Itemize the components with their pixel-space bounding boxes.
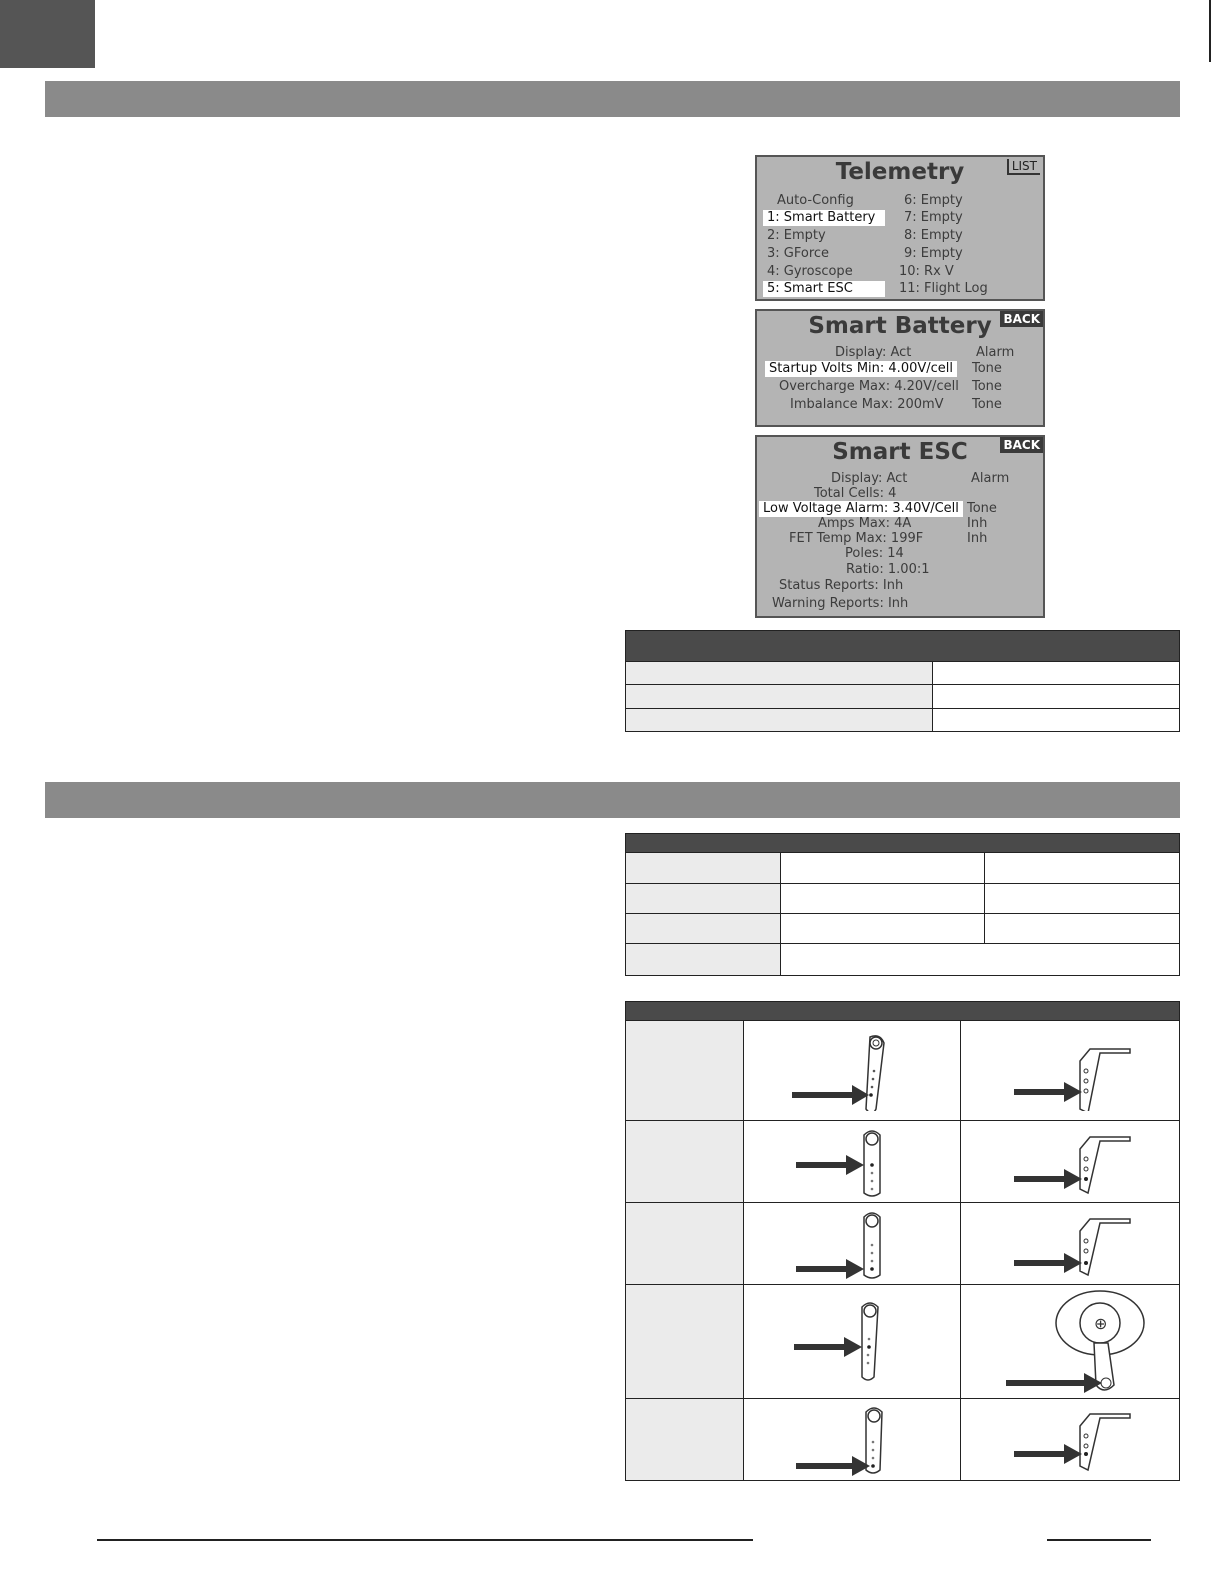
smart-battery-screen <box>755 309 1045 427</box>
servo-arm-icon <box>782 1297 922 1387</box>
table-cell <box>626 914 781 944</box>
footer-rule-left <box>97 1539 753 1541</box>
table-header <box>626 834 1180 853</box>
alarm-value[interactable]: Inh <box>967 531 988 546</box>
control-horn-cell <box>961 1121 1180 1203</box>
telemetry-item[interactable]: 9: Empty <box>904 246 963 261</box>
telemetry-screen <box>755 155 1045 301</box>
telemetry-item[interactable]: 4: Gyroscope <box>767 264 853 279</box>
table-3 <box>625 1001 1180 1481</box>
control-horn-icon <box>1000 1404 1140 1476</box>
smart-battery-title: Smart Battery <box>808 313 992 339</box>
servo-arm-icon <box>782 1127 922 1197</box>
telemetry-item[interactable]: Auto-Config <box>777 193 854 208</box>
smart-esc-title: Smart ESC <box>832 439 968 465</box>
back-button[interactable]: BACK <box>1000 311 1043 327</box>
telemetry-item[interactable]: 2: Empty <box>767 228 826 243</box>
servo-disc-icon <box>970 1287 1170 1397</box>
alarm-value[interactable]: Tone <box>972 397 1002 412</box>
overcharge-setting[interactable]: Overcharge Max: 4.20V/cell <box>779 379 959 394</box>
table-cell <box>985 884 1180 914</box>
table-header <box>626 1002 1180 1021</box>
status-reports-setting[interactable]: Status Reports: Inh <box>779 578 904 593</box>
servo-arm-cell <box>744 1203 961 1285</box>
servo-arm-cell <box>744 1399 961 1481</box>
servo-disc-cell <box>961 1285 1180 1399</box>
low-voltage-setting[interactable]: Low Voltage Alarm: 3.40V/Cell <box>759 501 963 517</box>
display-setting[interactable]: Display: Act <box>831 471 908 486</box>
control-horn-cell <box>961 1399 1180 1481</box>
telemetry-item[interactable]: 6: Empty <box>904 193 963 208</box>
alarm-value[interactable]: Tone <box>972 379 1002 394</box>
table-header <box>626 631 1180 662</box>
display-setting[interactable]: Display: Act <box>835 345 912 360</box>
edge-line <box>1209 0 1211 62</box>
alarm-value[interactable]: Tone <box>967 501 997 516</box>
svg-text:⊕: ⊕ <box>1094 1313 1108 1333</box>
section-banner-1 <box>45 81 1180 117</box>
control-horn-icon <box>1000 1031 1140 1111</box>
servo-arm-icon <box>782 1404 922 1476</box>
control-horn-cell <box>961 1203 1180 1285</box>
section-banner-2 <box>45 782 1180 818</box>
table-cell <box>626 853 781 884</box>
table-cell <box>781 914 985 944</box>
list-button[interactable]: LIST <box>1007 159 1040 175</box>
alarm-header: Alarm <box>971 471 1010 486</box>
imbalance-setting[interactable]: Imbalance Max: 200mV <box>790 397 944 412</box>
amps-setting[interactable]: Amps Max: 4A <box>818 516 912 531</box>
fet-temp-setting[interactable]: FET Temp Max: 199F <box>789 531 924 546</box>
table-cell <box>933 709 1180 732</box>
alarm-header: Alarm <box>976 345 1015 360</box>
telemetry-item[interactable]: 10: Rx V <box>899 264 954 279</box>
alarm-value[interactable]: Tone <box>972 361 1002 376</box>
alarm-value[interactable]: Inh <box>967 516 988 531</box>
ratio-setting[interactable]: Ratio: 1.00:1 <box>846 562 930 577</box>
table-cell <box>626 1021 744 1121</box>
table-cell <box>626 709 933 732</box>
table-cell <box>626 1121 744 1203</box>
table-cell <box>626 1285 744 1399</box>
table-cell <box>985 914 1180 944</box>
table-1 <box>625 630 1180 732</box>
telemetry-item[interactable]: 3: GForce <box>767 246 830 261</box>
telemetry-item[interactable]: 8: Empty <box>904 228 963 243</box>
table-cell <box>626 1399 744 1481</box>
page-tab-marker <box>0 0 95 68</box>
startup-volts-setting[interactable]: Startup Volts Min: 4.00V/cell <box>765 361 957 377</box>
table-cell <box>933 685 1180 709</box>
warning-reports-setting[interactable]: Warning Reports: Inh <box>772 596 909 611</box>
table-cell <box>626 944 781 976</box>
table-cell <box>781 853 985 884</box>
total-cells-setting[interactable]: Total Cells: 4 <box>814 486 897 501</box>
telemetry-item[interactable]: 11: Flight Log <box>899 281 988 296</box>
footer-rule-right <box>1047 1539 1151 1541</box>
table-cell <box>626 884 781 914</box>
servo-arm-cell <box>744 1021 961 1121</box>
telemetry-item[interactable]: 5: Smart ESC <box>763 281 885 297</box>
smart-esc-screen <box>755 435 1045 618</box>
table-cell <box>626 662 933 685</box>
control-horn-icon <box>1000 1209 1140 1279</box>
table-2 <box>625 833 1180 976</box>
telemetry-item[interactable]: 1: Smart Battery <box>763 210 885 226</box>
servo-arm-icon <box>782 1209 922 1279</box>
table-cell <box>781 884 985 914</box>
telemetry-item[interactable]: 7: Empty <box>904 210 963 225</box>
table-cell <box>933 662 1180 685</box>
poles-setting[interactable]: Poles: 14 <box>845 546 904 561</box>
table-cell <box>626 1203 744 1285</box>
table-cell <box>781 944 1180 976</box>
servo-arm-cell <box>744 1285 961 1399</box>
servo-arm-icon <box>782 1031 922 1111</box>
control-horn-cell <box>961 1021 1180 1121</box>
servo-arm-cell <box>744 1121 961 1203</box>
back-button[interactable]: BACK <box>1000 437 1043 453</box>
telemetry-title: Telemetry <box>835 159 965 185</box>
control-horn-icon <box>1000 1127 1140 1197</box>
table-cell <box>626 685 933 709</box>
table-cell <box>985 853 1180 884</box>
